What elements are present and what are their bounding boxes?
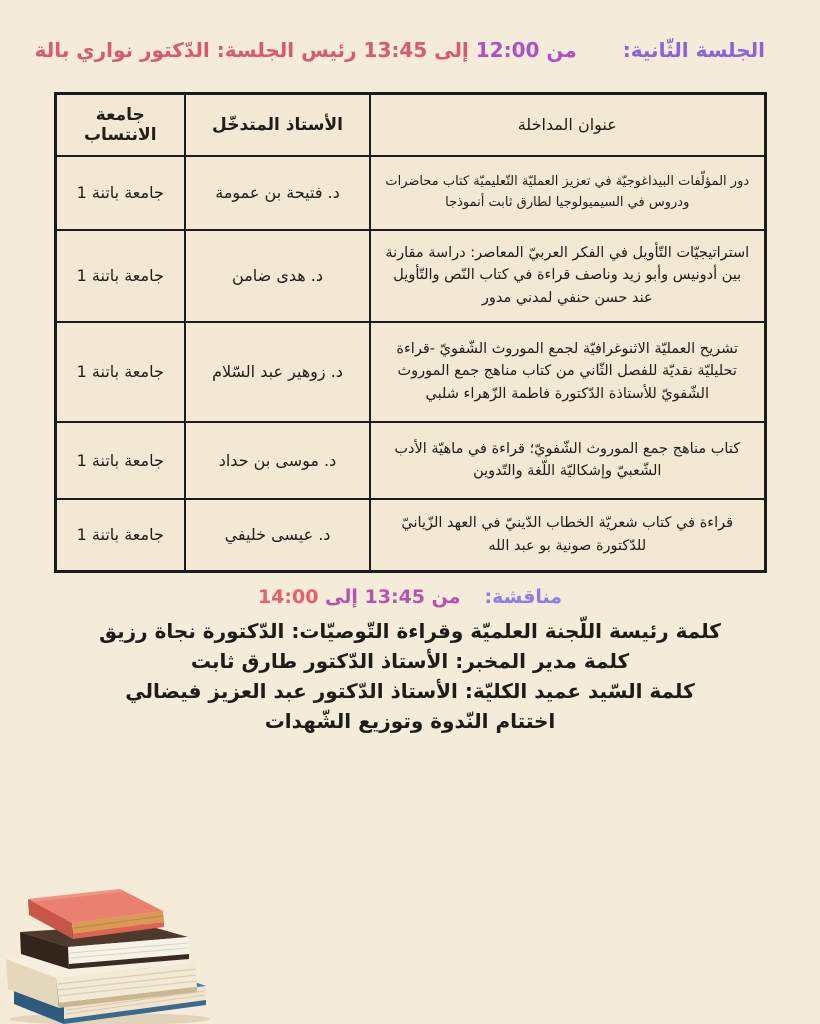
cell-title: كتاب مناهج جمع الموروث الشّفويّ؛ قراءة في ماهيّة الأدب الشّعبيّ وإشكاليّة اللّغة والتّدوين — [370, 422, 765, 499]
stacked-books-icon — [0, 872, 218, 1024]
cell-professor: د. موسى بن حداد — [185, 422, 370, 499]
table-row — [55, 230, 765, 322]
discussion-label: مناقشة: — [484, 586, 563, 608]
closing-line-lab-director: كلمة مدير المخبر: الأستاذ الدّكتور طارق ثابت — [190, 649, 630, 673]
column-header-professor: الأستاذ المتدخّل — [185, 94, 370, 156]
table-row — [55, 422, 765, 499]
column-header-university: جامعة الانتساب — [55, 94, 185, 156]
cell-title: تشريح العمليّة الاثنوغرافيّة لجمع الموروث الشّفويّ -قراءة تحليليّة نقديّة للفصل الثّاني من كتاب مناهج جمع الموروث الشّفويّ للأستاذة الدّكتورة فاطمة الزّهراء شلبي — [370, 322, 765, 422]
cell-title: قراءة في كتاب شعريّة الخطاب الدّينيّ في العهد الزّيانيّ للدّكتورة صونية بو عبد الله — [370, 499, 765, 572]
session-title: الجلسة الثّانية: — [622, 38, 765, 62]
closing-line-ceremony: اختتام النّدوة وتوزيع الشّهدات — [264, 709, 556, 733]
closing-line-committee: كلمة رئيسة اللّجنة العلميّة وقراءة التّوصيّات: الدّكتورة نجاة رزيق — [99, 619, 721, 643]
session-header — [0, 0, 820, 62]
session-time — [35, 38, 577, 62]
discussion-line — [0, 586, 820, 608]
cell-university: جامعة باتنة 1 — [55, 422, 185, 499]
discussion-time-range: من 13:45 إلى — [325, 586, 461, 608]
discussion-time-end: 14:00 — [257, 586, 319, 608]
cell-professor: د. زوهير عبد السّلام — [185, 322, 370, 422]
cell-title: استراتيجيّات التّأويل في الفكر العربيّ المعاصر: دراسة مقارنة بين أدونيس وأبو زيد وناصف قراءة في كتاب النّص والتّأويل عند حسن حنفي لمدني مدور — [370, 230, 765, 322]
session-time-chair: إلى 13:45 رئيس الجلسة: الدّكتور نواري بالة — [34, 38, 469, 62]
cell-university: جامعة باتنة 1 — [55, 499, 185, 572]
table-row — [55, 499, 765, 572]
session-time-start: من 12:00 — [475, 38, 577, 62]
cell-university: جامعة باتنة 1 — [55, 322, 185, 422]
cell-university: جامعة باتنة 1 — [55, 156, 185, 230]
table-row — [55, 322, 765, 422]
closing-line-dean: كلمة السّيد عميد الكليّة: الأستاذ الدّكتور عبد العزيز فيضالي — [125, 679, 695, 703]
table-row — [55, 156, 765, 230]
cell-university: جامعة باتنة 1 — [55, 230, 185, 322]
closing-section — [0, 616, 820, 736]
cell-professor: د. عيسى خليفي — [185, 499, 370, 572]
cell-professor: د. فتيحة بن عمومة — [185, 156, 370, 230]
column-header-title: عنوان المداخلة — [370, 94, 765, 156]
program-table — [54, 92, 767, 573]
table-header-row — [55, 94, 765, 156]
cell-title: دور المؤلّفات البيداغوجيّة في تعزيز العمليّة التّعليميّة كتاب محاضرات ودروس في السيميولوجيا لطارق ثابت أنموذجا — [370, 156, 765, 230]
cell-professor: د. هدى ضامن — [185, 230, 370, 322]
discussion-time — [258, 586, 461, 608]
